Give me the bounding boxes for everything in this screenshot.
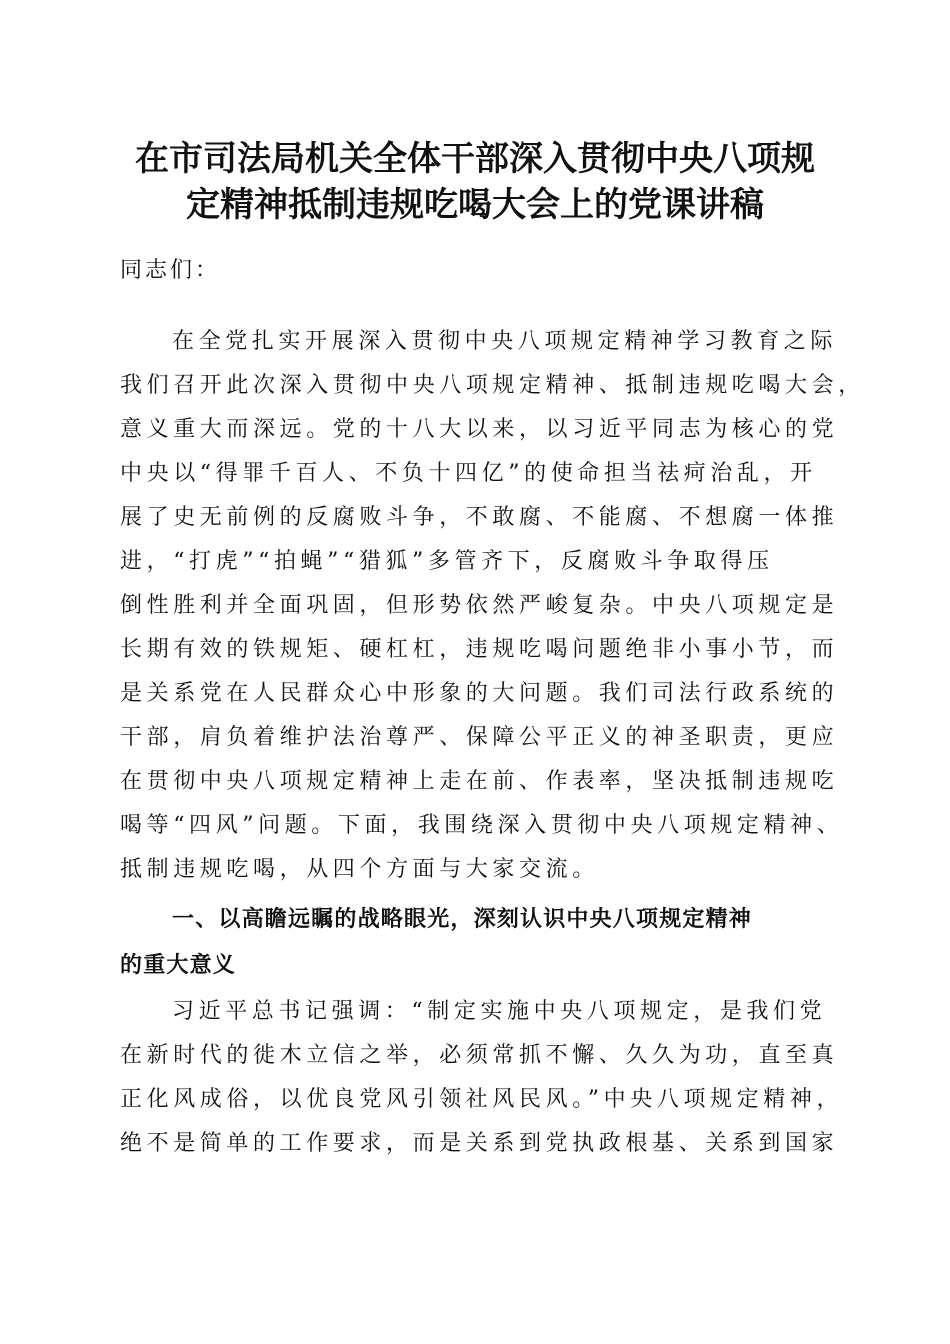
paragraph-line: 长期有效的铁规矩、硬杠杠，违规吃喝问题绝非小事小节，而 xyxy=(120,637,839,662)
paragraph-line: 正化风成俗，以优良党风引领社风民风。”中央八项规定精神， xyxy=(120,1087,844,1112)
paragraph-line: 是关系党在人民群众心中形象的大问题。我们司法行政系统的 xyxy=(120,681,839,706)
paragraph-line: 绝不是简单的工作要求，而是关系到党执政根基、关系到国家 xyxy=(120,1131,839,1156)
greeting: 同志们： xyxy=(120,258,221,283)
paragraph-line: 展了史无前例的反腐败斗争，不敢腐、不能腐、不想腐一体推 xyxy=(120,505,839,530)
document-title-line-2: 定精神抵制违规吃喝大会上的党课讲稿 xyxy=(186,185,764,225)
paragraph-line: 倒性胜利并全面巩固，但形势依然严峻复杂。中央八项规定是 xyxy=(120,593,839,618)
paragraph-line: 在贯彻中央八项规定精神上走在前、作表率，坚决抵制违规吃 xyxy=(120,769,839,794)
paragraph-line: 抵制违规吃喝，从四个方面与大家交流。 xyxy=(120,857,599,882)
paragraph-line: 进，“打虎”“拍蝇”“猎狐”多管齐下，反腐败斗争取得压 xyxy=(120,549,774,574)
paragraph-line: 喝等“四风”问题。下面，我围绕深入贯彻中央八项规定精神、 xyxy=(120,813,844,838)
section-heading-line-1: 一、以高瞻远瞩的战略眼光，深刻认识中央八项规定精神 xyxy=(172,907,753,932)
paragraph-line: 习近平总书记强调：“制定实施中央八项规定，是我们党 xyxy=(172,999,827,1024)
paragraph-line: 意义重大而深远。党的十八大以来，以习近平同志为核心的党 xyxy=(120,417,839,442)
paragraph-line: 中央以“得罪千百人、不负十四亿”的使命担当祛疴治乱，开 xyxy=(120,461,817,486)
paragraph-line: 在全党扎实开展深入贯彻中央八项规定精神学习教育之际 xyxy=(172,329,838,354)
document-title-line-1: 在市司法局机关全体干部深入贯彻中央八项规 xyxy=(135,139,815,179)
paragraph-line: 在新时代的徙木立信之举，必须常抓不懈、久久为功，直至真 xyxy=(120,1043,839,1068)
paragraph-line: 干部，肩负着维护法治尊严、保障公平正义的神圣职责，更应 xyxy=(120,725,839,750)
section-heading-line-2: 的重大意义 xyxy=(120,953,237,978)
paragraph-line: 我们召开此次深入贯彻中央八项规定精神、抵制违规吃喝大会， xyxy=(120,373,865,398)
